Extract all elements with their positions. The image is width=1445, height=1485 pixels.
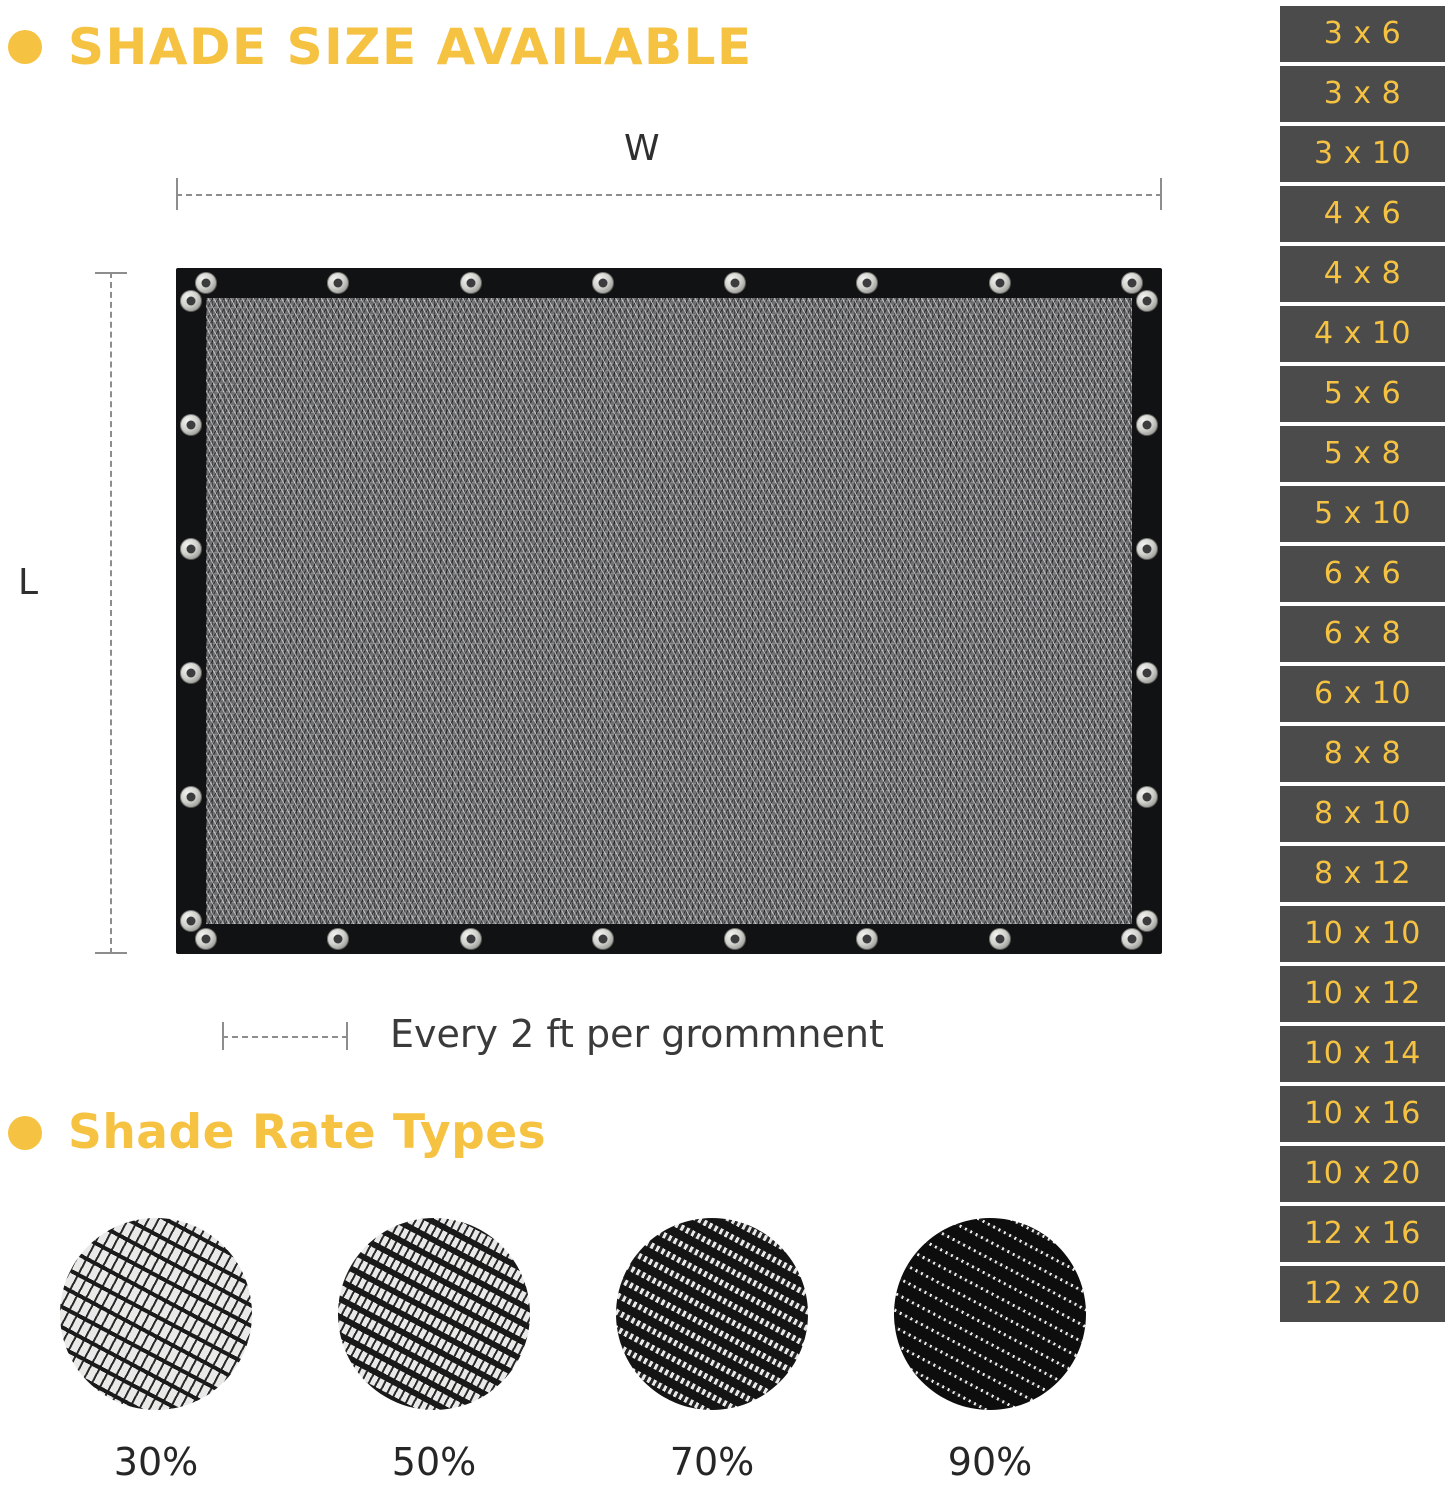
shade-rate-label: 30% — [113, 1440, 199, 1484]
size-chip[interactable]: 6 x 10 — [1280, 666, 1445, 722]
grommet-icon — [1121, 272, 1143, 294]
grommet-icon — [180, 910, 202, 932]
grommet-icon — [989, 928, 1011, 950]
size-chip[interactable]: 10 x 16 — [1280, 1086, 1445, 1142]
grommet-icon — [180, 414, 202, 436]
shade-rate-label: 70% — [669, 1440, 755, 1484]
size-chip[interactable]: 8 x 8 — [1280, 726, 1445, 782]
size-chip[interactable]: 3 x 10 — [1280, 126, 1445, 182]
grommet-icon — [460, 272, 482, 294]
length-dimension-line — [110, 272, 113, 954]
size-chip[interactable]: 12 x 20 — [1280, 1266, 1445, 1322]
shade-rate-swatch — [338, 1218, 530, 1410]
main-heading — [8, 18, 753, 76]
grommet-icon — [1136, 662, 1158, 684]
size-chip[interactable]: 3 x 6 — [1280, 6, 1445, 62]
grommet-icon — [856, 272, 878, 294]
size-chip[interactable]: 12 x 16 — [1280, 1206, 1445, 1262]
main-heading-label: SHADE SIZE AVAILABLE — [68, 18, 753, 76]
shade-rate-label: 90% — [947, 1440, 1033, 1484]
grommet-icon — [1136, 910, 1158, 932]
length-dimension-cap-bottom — [95, 952, 127, 954]
shade-panel-mesh — [206, 298, 1132, 924]
size-chip[interactable]: 10 x 10 — [1280, 906, 1445, 962]
grommet-icon — [1136, 414, 1158, 436]
grommet-icon — [989, 272, 1011, 294]
grommet-icon — [1121, 928, 1143, 950]
grommet-icon — [1136, 538, 1158, 560]
size-chip[interactable]: 10 x 20 — [1280, 1146, 1445, 1202]
width-dimension-line — [176, 194, 1162, 197]
size-chip[interactable]: 6 x 8 — [1280, 606, 1445, 662]
shade-rate-item — [894, 1218, 1086, 1484]
size-list — [1280, 6, 1445, 1322]
grommet-icon — [856, 928, 878, 950]
bullet-dot-icon — [8, 1116, 42, 1150]
grommet-icon — [195, 272, 217, 294]
shade-rate-item — [60, 1218, 252, 1484]
shade-rate-label: 50% — [391, 1440, 477, 1484]
length-dimension-label: L — [18, 562, 39, 603]
grommet-icon — [460, 928, 482, 950]
width-dimension-label: W — [624, 128, 660, 169]
grommet-icon — [195, 928, 217, 950]
shade-rate-item — [338, 1218, 530, 1484]
shade-panel-diagram — [176, 268, 1162, 954]
size-chip[interactable]: 8 x 12 — [1280, 846, 1445, 902]
size-chip[interactable]: 3 x 8 — [1280, 66, 1445, 122]
grommet-icon — [180, 662, 202, 684]
grommet-icon — [592, 272, 614, 294]
shade-rate-heading-label: Shade Rate Types — [68, 1105, 547, 1160]
shade-rate-item — [616, 1218, 808, 1484]
grommet-icon — [327, 928, 349, 950]
bullet-dot-icon — [8, 30, 42, 64]
shade-rate-list — [60, 1218, 1210, 1484]
shade-rate-swatch — [894, 1218, 1086, 1410]
size-chip[interactable]: 5 x 8 — [1280, 426, 1445, 482]
shade-rate-heading — [8, 1105, 546, 1160]
shade-rate-swatch — [60, 1218, 252, 1410]
grommet-icon — [592, 928, 614, 950]
size-chip[interactable]: 4 x 6 — [1280, 186, 1445, 242]
size-chip[interactable]: 4 x 10 — [1280, 306, 1445, 362]
size-chip[interactable]: 10 x 12 — [1280, 966, 1445, 1022]
size-chip[interactable]: 5 x 10 — [1280, 486, 1445, 542]
grommet-note-line — [222, 1036, 348, 1039]
grommet-icon — [180, 538, 202, 560]
size-chip[interactable]: 4 x 8 — [1280, 246, 1445, 302]
grommet-icon — [1136, 290, 1158, 312]
grommet-icon — [724, 928, 746, 950]
width-dimension-cap-right — [1160, 178, 1162, 210]
size-chip[interactable]: 10 x 14 — [1280, 1026, 1445, 1082]
grommet-icon — [724, 272, 746, 294]
grommet-note-cap-right — [346, 1022, 348, 1050]
size-chip[interactable]: 5 x 6 — [1280, 366, 1445, 422]
grommet-icon — [180, 786, 202, 808]
size-chip[interactable]: 6 x 6 — [1280, 546, 1445, 602]
grommet-note-label: Every 2 ft per grommnent — [390, 1012, 884, 1056]
grommet-icon — [180, 290, 202, 312]
grommet-icon — [327, 272, 349, 294]
shade-rate-swatch — [616, 1218, 808, 1410]
size-chip[interactable]: 8 x 10 — [1280, 786, 1445, 842]
grommet-icon — [1136, 786, 1158, 808]
